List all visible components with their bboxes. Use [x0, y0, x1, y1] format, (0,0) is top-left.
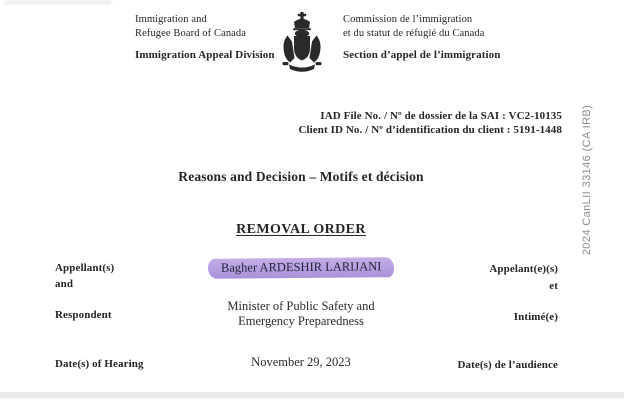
appellant-label-fr	[489, 261, 558, 294]
appellant-name-highlighted: Bagher ARDESHIR LARIJANI	[208, 257, 395, 279]
respondent-name-line1: Minister of Public Safety and	[227, 299, 375, 313]
hearing-date-label-en: Date(s) of Hearing	[55, 358, 144, 370]
header-division-english: Immigration Appeal Division	[135, 49, 275, 61]
appellant-label-en-line2: and	[55, 278, 74, 290]
iad-file-number: IAD File No. / Nº de dossier de la SAI : VC2-10135	[320, 110, 562, 122]
respondent-label-en: Respondent	[55, 309, 112, 321]
client-id-number: Client ID No. / Nº d’identification du client : 5191-1448	[298, 123, 562, 136]
header-org-french	[343, 13, 485, 41]
canada-coat-of-arms-icon	[281, 12, 323, 76]
header-org-fr-line2: et du statut de réfugié du Canada	[343, 28, 485, 39]
canlii-citation-watermark: 2024 CanLII 33146 (CA IRB)	[581, 104, 593, 256]
appellant-name-container	[120, 258, 482, 278]
appellant-label-en-line1: Appellant(s)	[55, 262, 115, 274]
header-division-french: Section d’appel de l’immigration	[343, 49, 501, 61]
respondent-name-line2: Emergency Preparedness	[238, 314, 364, 328]
hearing-date-label-fr: Date(s) de l’audience	[457, 359, 558, 371]
scan-edge-divider	[0, 392, 624, 398]
appellant-label-fr-line1: Appelant(e)(s)	[489, 263, 558, 275]
file-numbers	[298, 110, 562, 137]
header-org-en-line2: Refugee Board of Canada	[135, 28, 247, 39]
header-org-fr-line1: Commission de l’immigration	[343, 14, 473, 25]
hearing-date-value: November 29, 2023	[251, 355, 351, 369]
appellant-label-en	[55, 260, 114, 292]
respondent-name	[120, 299, 482, 329]
header-org-english	[135, 13, 246, 41]
order-type-title	[120, 222, 482, 238]
header-org-en-line1: Immigration and	[135, 14, 207, 25]
order-type-title-text: REMOVAL ORDER	[236, 222, 366, 237]
respondent-label-fr: Intimé(e)	[513, 311, 558, 323]
appellant-label-fr-line2: et	[549, 279, 558, 292]
scan-artifact-top	[4, 0, 112, 5]
document-title: Reasons and Decision – Motifs et décision	[178, 169, 424, 184]
